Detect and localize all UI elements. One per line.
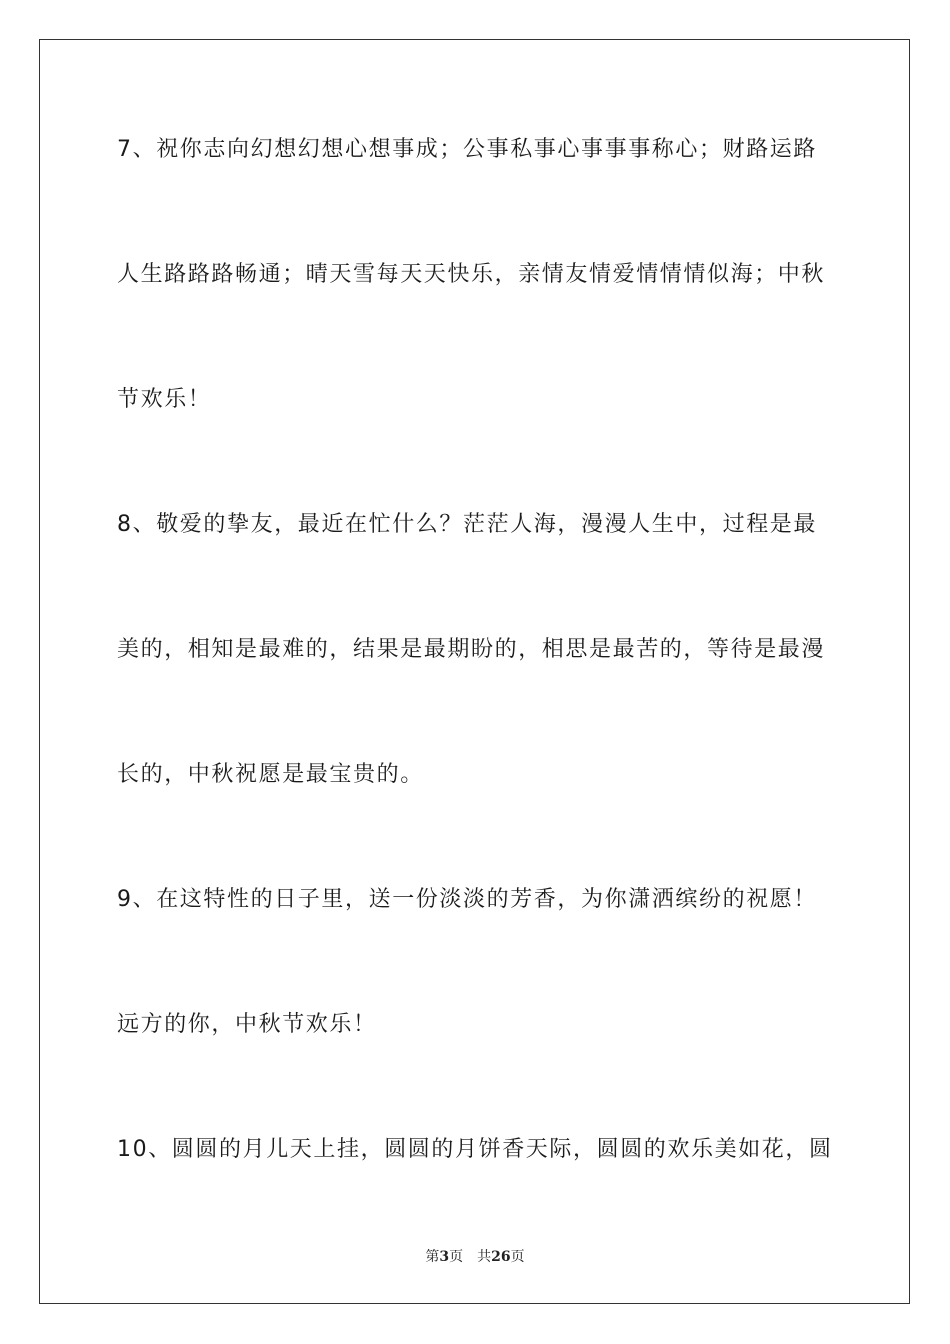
text-line: 7、祝你志向幻想幻想心想事成；公事私事心事事事称心；财路运路 [117,137,817,162]
text-line: 10、圆圆的月儿天上挂，圆圆的月饼香天际，圆圆的欢乐美如花，圆 [117,1137,833,1162]
text-line: 8、敬爱的挚友，最近在忙什么？茫茫人海，漫漫人生中，过程是最 [117,512,817,537]
page-suffix: 页 [449,1249,464,1265]
text-line: 远方的你，中秋节欢乐！ [117,1012,377,1037]
text-line: 9、在这特性的日子里，送一份淡淡的芳香，为你潇洒缤纷的祝愿！ [117,887,817,912]
page-border [39,39,910,1304]
total-pages: 26 [491,1249,511,1265]
page-number: 3 [439,1249,450,1265]
page-prefix: 第 [425,1249,440,1265]
text-line: 美的，相知是最难的，结果是最期盼的，相思是最苦的，等待是最漫 [117,637,826,662]
text-line: 节欢乐！ [117,387,212,412]
page-footer [0,1248,950,1266]
total-suffix: 页 [510,1249,525,1265]
text-line: 长的，中秋祝愿是最宝贵的。 [117,762,424,787]
total-prefix: 共 [477,1249,492,1265]
text-line: 人生路路路畅通；晴天雪每天天快乐，亲情友情爱情情情似海；中秋 [117,262,826,287]
